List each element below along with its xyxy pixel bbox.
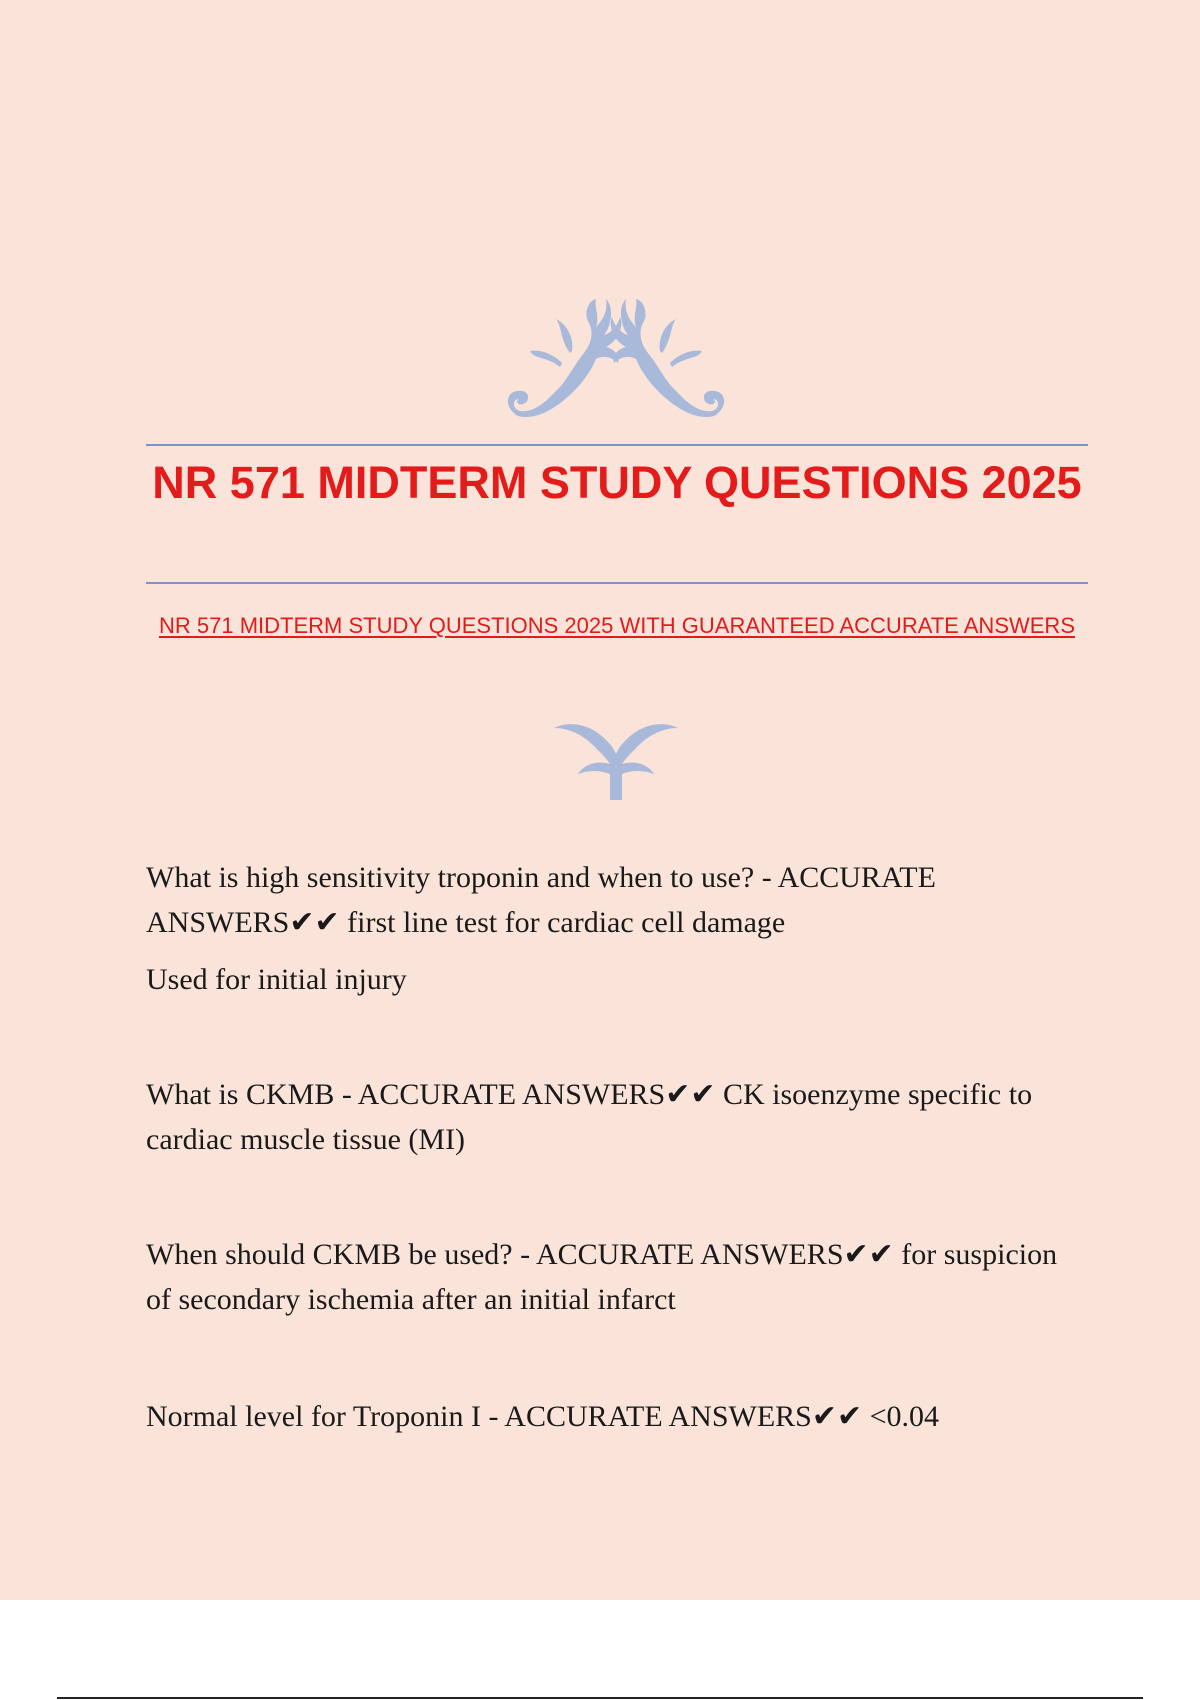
fleuron-divider-icon	[552, 720, 680, 802]
question-item	[146, 1394, 1086, 1439]
question-item	[146, 1232, 1086, 1322]
answer-note: Used for initial injury	[146, 963, 407, 996]
document-title: NR 571 MIDTERM STUDY QUESTIONS 2025	[152, 457, 1082, 508]
question-text: Normal level for Troponin I - ACCURATE ANSWERS✔✔ <0.04	[146, 1400, 940, 1433]
title-top-rule	[146, 444, 1088, 446]
question-item	[146, 1072, 1086, 1162]
question-item	[146, 855, 1086, 1002]
question-text: When should CKMB be used? - ACCURATE ANSWERS✔✔ for suspicion of secondary ischemia after an initial infarct	[146, 1238, 1058, 1316]
title-bottom-rule	[146, 582, 1088, 584]
footer-rule	[57, 1697, 1143, 1699]
question-list	[146, 855, 1086, 1439]
document-subtitle-link[interactable]: NR 571 MIDTERM STUDY QUESTIONS 2025 WITH GUARANTEED ACCURATE ANSWERS	[158, 613, 1075, 638]
question-text: What is CKMB - ACCURATE ANSWERS✔✔ CK isoenzyme specific to cardiac muscle tissue (MI)	[146, 1078, 1033, 1156]
question-text: What is high sensitivity troponin and when to use? - ACCURATE ANSWERS✔✔ first line test for cardiac cell damage	[146, 861, 936, 939]
floral-flourish-icon	[500, 295, 732, 425]
